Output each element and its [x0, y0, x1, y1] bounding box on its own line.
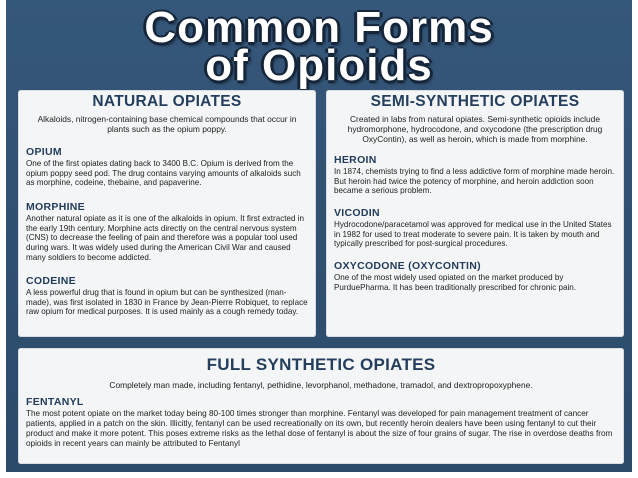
section-heading: FENTANYL [26, 396, 84, 408]
panel-heading: SEMI-SYNTHETIC OPIATES [370, 93, 580, 110]
section-heading: VICODIN [334, 207, 380, 219]
title-line-1: Common Forms [144, 3, 494, 52]
section-heading: MORPHINE [26, 201, 85, 213]
semi-synthetic-opiates-panel [326, 90, 624, 337]
section-text: Another natural opiate as it is one of the alkaloids in opium. It first extracted in the early 19th century. Morphine acts directly on the central nervous system (CNS) to decrease the feeling of pain and therefore was a popular tool used during wars. It was widely used during the American Civil War and caused many soldiers to become addicted. [26, 214, 305, 262]
infographic-poster [6, 0, 632, 472]
section-text: A less powerful drug that is found in opium but can be synthesized (man-made), was first isolated in 1830 in France by Jean-Pierre Robiquet, to replace raw opium for medical purposes. It is used mainly as a cough remedy today. [26, 288, 308, 317]
section-opium [26, 146, 308, 188]
section-text: One of the most widely used opiated on the market produced by PurduePharma. It has been traditionally prescribed for chronic pain. [334, 273, 577, 292]
full-synthetic-opiates-panel [18, 348, 624, 464]
panel-description: Completely man made, including fentanyl, pethidine, levorphanol, methadone, tramadol, and dextropropoxyphene. [109, 380, 533, 390]
panel-description: Created in labs from natural opiates. Semi-synthetic opioids include hydromorphone, hydrocodone, and oxycodone (the prescription drug OxyContin), as well as heroin, which is made from morphine. [347, 114, 603, 144]
section-text: One of the first opiates dating back to 3400 B.C. Opium is derived from the opium poppy seed pod. The drug contains varying amounts of alkaloids such as morphine, codeine, thebaine, and papaverine. [26, 159, 301, 188]
section-heading: HEROIN [334, 154, 377, 166]
title-line-2: of Opioids [205, 41, 433, 90]
section-heading: OXYCODONE (OXYCONTIN) [334, 260, 481, 272]
section-heading: CODEINE [26, 275, 76, 287]
section-heading: OPIUM [26, 146, 62, 158]
section-vicodin [334, 207, 616, 249]
natural-opiates-panel [18, 90, 316, 337]
section-fentanyl [26, 396, 616, 449]
section-text: In 1874, chemists trying to find a less addictive form of morphine made heroin. But heroin had twice the potency of morphine, and heroin addiction soon became a serious problem. [334, 167, 615, 196]
section-oxycodone [334, 260, 616, 292]
panel-heading: FULL SYNTHETIC OPIATES [206, 355, 436, 374]
section-codeine [26, 275, 308, 317]
section-morphine [26, 201, 308, 263]
section-heroin [334, 154, 616, 196]
section-text: The most potent opiate on the market today being 80-100 times stronger than morphine. Fentanyl was developed for pain management treatment of cancer patients, applied in a patch on the skin. Illicitly, fentanyl can be used recreationally on its own, but recently heroin dealers have been using fentanyl to cut their product and make it more potent. This poses extreme risks as the lethal dose of fentanyl is about the size of four grains of sugar. The rise in overdose deaths from opioids in recent years can mainly be attributed to Fentanyl [26, 409, 613, 448]
panel-description: Alkaloids, nitrogen-containing base chemical compounds that occur in plants such as the opium poppy. [37, 114, 297, 134]
panel-heading: NATURAL OPIATES [92, 93, 242, 110]
section-text: Hydrocodone/paracetamol was approved for medical use in the United States in 1982 for used to treat moderate to severe pain. It is taken by mouth and typically prescribed for post-surgical procedures. [334, 220, 612, 249]
